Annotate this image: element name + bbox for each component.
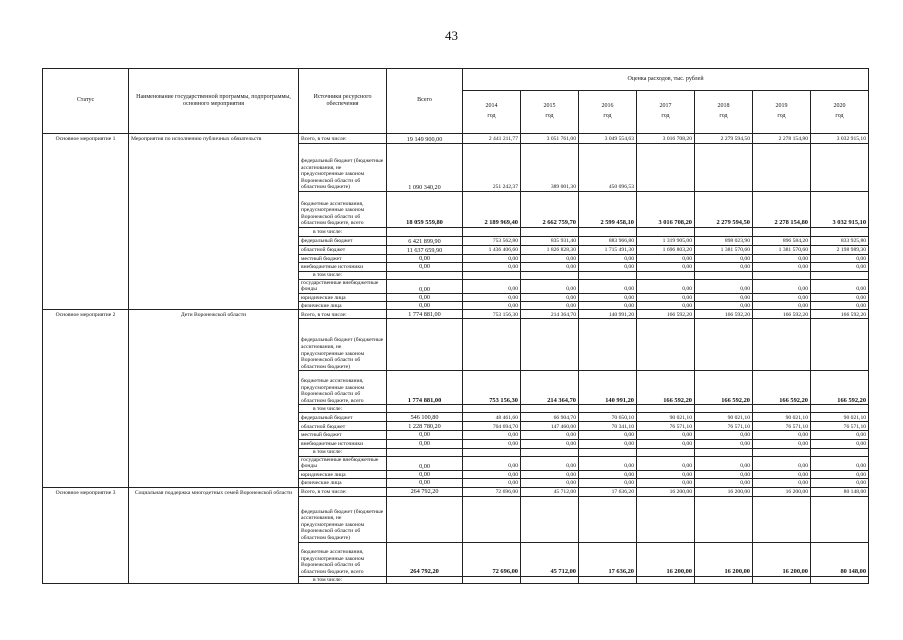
header-source: Источники ресурсного обеспечения <box>299 69 387 134</box>
year-value-cell <box>637 576 695 584</box>
year-value-cell: 2 599 458,10 <box>579 192 637 228</box>
total-cell <box>387 496 463 542</box>
year-value-cell <box>463 496 521 542</box>
table-row <box>43 134 869 144</box>
year-value-cell: 48 461,60 <box>463 413 521 422</box>
total-cell: 1 090 340,20 <box>387 144 463 192</box>
year-value-cell: 753 156,30 <box>463 310 521 319</box>
year-value-cell: 0,00 <box>579 255 637 263</box>
year-value-cell <box>463 448 521 456</box>
year-value-cell: 0,00 <box>695 255 753 263</box>
total-cell <box>387 448 463 456</box>
total-cell: 0,00 <box>387 302 463 310</box>
status-cell: Основное мероприятие 1 <box>43 134 129 310</box>
year-value-cell: 166 592,20 <box>695 310 753 319</box>
year-value-cell: 80 148,00 <box>811 487 869 496</box>
year-value-cell <box>463 319 521 371</box>
year-value: 2020 <box>833 103 846 110</box>
year-value-cell <box>637 405 695 413</box>
year-value-cell: 0,00 <box>637 470 695 478</box>
year-value-cell: 0,00 <box>521 479 579 487</box>
source-cell: федеральный бюджет (бюджетные ассигнования, не предусмотренные законом Воронежской области об областном бюджете) <box>299 496 387 542</box>
year-value-cell: 0,00 <box>695 293 753 301</box>
total-cell: 0,00 <box>387 470 463 478</box>
year-value-cell <box>753 448 811 456</box>
year-value-cell: 0,00 <box>463 302 521 310</box>
year-value-cell: 0,00 <box>579 293 637 301</box>
year-value-cell <box>811 144 869 192</box>
year-value-cell <box>521 228 579 237</box>
year-value-cell: 166 592,20 <box>811 371 869 405</box>
total-cell: 0,00 <box>387 439 463 448</box>
year-value-cell: 80 148,00 <box>811 542 869 576</box>
year-value-cell: 1 381 570,60 <box>695 246 753 255</box>
year-value-cell: 0,00 <box>579 439 637 448</box>
year-value-cell: 0,00 <box>811 479 869 487</box>
header-year-2016 <box>579 91 637 134</box>
year-value-cell: 0,00 <box>637 431 695 439</box>
total-cell: 0,00 <box>387 293 463 301</box>
total-cell: 0,00 <box>387 456 463 470</box>
year-value-cell: 0,00 <box>637 263 695 271</box>
year-value-cell: 0,00 <box>637 456 695 470</box>
year-value: 2018 <box>717 103 730 110</box>
total-cell: 0,00 <box>387 279 463 293</box>
year-value-cell: 0,00 <box>753 479 811 487</box>
year-value-cell: 0,00 <box>521 470 579 478</box>
year-value-cell <box>811 405 869 413</box>
year-value-cell <box>637 496 695 542</box>
source-cell: федеральный бюджет (бюджетные ассигнования, не предусмотренные законом Воронежской области об областном бюджете) <box>299 319 387 371</box>
year-value-cell: 1 715 491,30 <box>579 246 637 255</box>
source-cell: в том числе: <box>299 405 387 413</box>
source-cell: областной бюджет <box>299 422 387 431</box>
page-number: 43 <box>445 28 458 43</box>
source-cell: юридические лица <box>299 470 387 478</box>
year-value-cell: 0,00 <box>463 439 521 448</box>
year-value-cell: 90 021,10 <box>753 413 811 422</box>
year-value-cell <box>811 271 869 279</box>
year-value-cell: 0,00 <box>579 456 637 470</box>
header-total: Всего <box>387 69 463 134</box>
source-cell: бюджетные ассигнования, предусмотренные законом Воронежской области об областном бюджете, всего <box>299 542 387 576</box>
total-cell <box>387 319 463 371</box>
header-year-2019 <box>753 91 811 134</box>
year-value-cell: 72 696,00 <box>463 542 521 576</box>
year-value-cell <box>463 405 521 413</box>
year-value-cell: 2 278 154,80 <box>753 192 811 228</box>
total-cell: 11 637 659,90 <box>387 246 463 255</box>
year-value-cell: 0,00 <box>463 263 521 271</box>
year-value-cell: 2 441 211,77 <box>463 134 521 144</box>
year-value-cell <box>579 576 637 584</box>
year-value-cell: 0,00 <box>811 255 869 263</box>
year-value-cell: 0,00 <box>695 439 753 448</box>
year-word: год <box>487 113 496 119</box>
year-value-cell: 833 925,80 <box>811 237 869 246</box>
year-value-cell <box>811 496 869 542</box>
table-row <box>43 310 869 319</box>
total-cell: 264 792,20 <box>387 487 463 496</box>
year-value-cell <box>753 319 811 371</box>
year-value-cell: 70 341,10 <box>579 422 637 431</box>
source-cell: Всего, в том числе: <box>299 134 387 144</box>
year-value-cell: 0,00 <box>579 302 637 310</box>
total-cell: 1 774 881,00 <box>387 310 463 319</box>
year-value-cell <box>811 228 869 237</box>
year-value-cell <box>637 448 695 456</box>
source-cell: внебюджетные источники <box>299 439 387 448</box>
year-value-cell: 898 023,90 <box>695 237 753 246</box>
year-value-cell: 3 016 708,20 <box>637 134 695 144</box>
source-cell: федеральный бюджет <box>299 413 387 422</box>
year-value-cell: 147 460,00 <box>521 422 579 431</box>
year-value-cell: 0,00 <box>463 456 521 470</box>
year-value-cell: 3 032 915,10 <box>811 134 869 144</box>
source-cell: в том числе: <box>299 448 387 456</box>
year-value-cell: 90 021,10 <box>637 413 695 422</box>
source-cell: в том числе: <box>299 228 387 237</box>
year-value-cell: 0,00 <box>695 279 753 293</box>
year-value-cell: 835 931,40 <box>521 237 579 246</box>
year-value-cell <box>521 496 579 542</box>
total-cell: 19 149 900,00 <box>387 134 463 144</box>
year-value-cell <box>637 319 695 371</box>
year-value-cell: 0,00 <box>579 279 637 293</box>
year-value-cell: 17 636,20 <box>579 487 637 496</box>
year-value-cell: 0,00 <box>811 302 869 310</box>
year-value-cell: 753 156,30 <box>463 371 521 405</box>
year-value-cell: 1 319 905,00 <box>637 237 695 246</box>
source-cell: Всего, в том числе: <box>299 487 387 496</box>
year-value-cell <box>753 496 811 542</box>
year-value-cell <box>463 271 521 279</box>
year-value-cell: 0,00 <box>695 479 753 487</box>
source-cell: государственные внебюджетные фонды <box>299 456 387 470</box>
year-value-cell: 0,00 <box>811 470 869 478</box>
year-value-cell: 0,00 <box>695 470 753 478</box>
year-value-cell: 704 694,70 <box>463 422 521 431</box>
year-value-cell <box>811 448 869 456</box>
year-value-cell: 166 592,20 <box>637 310 695 319</box>
source-cell: в том числе: <box>299 576 387 584</box>
source-cell: бюджетные ассигнования, предусмотренные законом Воронежской области об областном бюджете, всего <box>299 192 387 228</box>
year-value-cell: 166 592,20 <box>695 371 753 405</box>
table-row <box>43 487 869 496</box>
year-value-cell: 0,00 <box>521 439 579 448</box>
year-value-cell: 450 096,53 <box>579 144 637 192</box>
year-value-cell: 0,00 <box>579 470 637 478</box>
total-cell: 0,00 <box>387 255 463 263</box>
year-value-cell: 70 650,10 <box>579 413 637 422</box>
year-value-cell: 1 826 828,30 <box>521 246 579 255</box>
year-value-cell: 16 200,00 <box>637 542 695 576</box>
header-status: Статус <box>43 69 129 134</box>
year-value-cell <box>811 319 869 371</box>
year-value-cell: 0,00 <box>463 470 521 478</box>
source-cell: федеральный бюджет <box>299 237 387 246</box>
year-value-cell: 0,00 <box>753 456 811 470</box>
total-cell: 6 421 899,90 <box>387 237 463 246</box>
total-cell: 546 100,80 <box>387 413 463 422</box>
source-cell: физические лица <box>299 302 387 310</box>
total-cell <box>387 228 463 237</box>
year-value-cell: 0,00 <box>463 255 521 263</box>
total-cell: 0,00 <box>387 263 463 271</box>
year-word: год <box>777 113 786 119</box>
year-value-cell <box>521 271 579 279</box>
year-word: год <box>603 113 612 119</box>
year-value-cell: 2 189 969,40 <box>463 192 521 228</box>
header-year-2018 <box>695 91 753 134</box>
year-value-cell <box>811 576 869 584</box>
year-value-cell: 3 032 915,10 <box>811 192 869 228</box>
year-value-cell: 166 592,20 <box>753 371 811 405</box>
total-cell <box>387 576 463 584</box>
year-value-cell: 166 592,20 <box>811 310 869 319</box>
total-cell: 264 792,20 <box>387 542 463 576</box>
year-value-cell: 90 021,10 <box>695 413 753 422</box>
year-value-cell: 2 662 759,70 <box>521 192 579 228</box>
year-value-cell <box>637 271 695 279</box>
year-value-cell <box>579 448 637 456</box>
year-value-cell <box>753 228 811 237</box>
year-value-cell: 0,00 <box>811 431 869 439</box>
year-value-cell <box>695 448 753 456</box>
year-value-cell: 0,00 <box>521 456 579 470</box>
year-value-cell: 16 200,00 <box>695 542 753 576</box>
year-value-cell <box>521 576 579 584</box>
year-value-cell <box>695 144 753 192</box>
year-value-cell: 166 592,20 <box>753 310 811 319</box>
year-value-cell <box>695 228 753 237</box>
total-cell <box>387 271 463 279</box>
year-value-cell: 1 696 803,20 <box>637 246 695 255</box>
year-value-cell: 3 051 761,00 <box>521 134 579 144</box>
year-value: 2017 <box>659 103 672 110</box>
program-name-cell: Мероприятия по исполнению публичных обязательств <box>129 134 299 310</box>
year-value-cell <box>579 405 637 413</box>
year-value-cell <box>521 319 579 371</box>
source-cell: государственные внебюджетные фонды <box>299 279 387 293</box>
year-value-cell <box>579 319 637 371</box>
program-name-cell: Дети Воронежской области <box>129 310 299 487</box>
total-cell: 0,00 <box>387 431 463 439</box>
year-value-cell <box>695 271 753 279</box>
year-value-cell: 0,00 <box>463 431 521 439</box>
year-value-cell: 166 592,20 <box>637 371 695 405</box>
year-value-cell: 0,00 <box>695 431 753 439</box>
status-cell: Основное мероприятие 2 <box>43 310 129 487</box>
year-value-cell: 2 278 154,80 <box>753 134 811 144</box>
year-value-cell: 16 200,00 <box>637 487 695 496</box>
source-cell: федеральный бюджет (бюджетные ассигнования, не предусмотренные законом Воронежской области об областном бюджете) <box>299 144 387 192</box>
year-value-cell: 0,00 <box>579 431 637 439</box>
year-word: год <box>835 113 844 119</box>
year-value-cell: 0,00 <box>637 479 695 487</box>
year-value-cell <box>463 576 521 584</box>
year-value-cell: 0,00 <box>753 293 811 301</box>
year-value-cell: 76 571,10 <box>637 422 695 431</box>
source-cell: физические лица <box>299 479 387 487</box>
year-value-cell <box>695 405 753 413</box>
year-value-cell: 0,00 <box>637 439 695 448</box>
year-value-cell <box>753 576 811 584</box>
year-value-cell: 0,00 <box>521 431 579 439</box>
header-year-2020 <box>811 91 869 134</box>
year-word: год <box>545 113 554 119</box>
year-value-cell: 1 381 570,60 <box>753 246 811 255</box>
year-value-cell: 45 712,00 <box>521 542 579 576</box>
year-value-cell: 0,00 <box>811 263 869 271</box>
year-value-cell: 0,00 <box>463 479 521 487</box>
year-value-cell: 896 584,20 <box>753 237 811 246</box>
year-value-cell: 753 562,80 <box>463 237 521 246</box>
year-value: 2014 <box>485 103 498 110</box>
year-value-cell: 0,00 <box>579 479 637 487</box>
year-value-cell <box>579 496 637 542</box>
year-value-cell: 0,00 <box>753 439 811 448</box>
year-value-cell: 0,00 <box>753 431 811 439</box>
year-value-cell: 0,00 <box>521 302 579 310</box>
year-value-cell: 0,00 <box>637 302 695 310</box>
year-value-cell <box>637 144 695 192</box>
year-value-cell <box>521 448 579 456</box>
year-value-cell: 0,00 <box>521 293 579 301</box>
year-value-cell: 2 279 594,50 <box>695 192 753 228</box>
year-value-cell: 76 571,10 <box>753 422 811 431</box>
year-value-cell: 17 636,20 <box>579 542 637 576</box>
year-value-cell: 140 991,20 <box>579 371 637 405</box>
year-value-cell: 0,00 <box>637 293 695 301</box>
total-cell: 18 059 559,80 <box>387 192 463 228</box>
year-value-cell <box>753 144 811 192</box>
year-value-cell: 2 279 594,50 <box>695 134 753 144</box>
year-value-cell: 0,00 <box>753 255 811 263</box>
year-value-cell <box>695 496 753 542</box>
year-value-cell: 0,00 <box>753 279 811 293</box>
year-value-cell: 76 571,10 <box>695 422 753 431</box>
year-value-cell: 3 016 708,20 <box>637 192 695 228</box>
source-cell: областной бюджет <box>299 246 387 255</box>
year-value-cell: 214 364,70 <box>521 310 579 319</box>
year-value-cell <box>579 271 637 279</box>
year-value-cell: 0,00 <box>637 279 695 293</box>
year-value-cell: 0,00 <box>753 302 811 310</box>
status-cell: Основное мероприятие 3 <box>43 487 129 584</box>
year-value-cell: 0,00 <box>811 293 869 301</box>
year-value-cell: 1 436 406,60 <box>463 246 521 255</box>
year-value-cell: 45 712,00 <box>521 487 579 496</box>
header-year-2014 <box>463 91 521 134</box>
year-value-cell: 0,00 <box>753 470 811 478</box>
header-year-2017 <box>637 91 695 134</box>
year-value-cell <box>695 576 753 584</box>
year-value-cell: 0,00 <box>463 279 521 293</box>
year-value-cell: 0,00 <box>695 302 753 310</box>
year-value-cell: 214 364,70 <box>521 371 579 405</box>
year-value-cell: 90 021,10 <box>811 413 869 422</box>
year-value-cell: 66 904,70 <box>521 413 579 422</box>
year-value-cell: 2 198 989,30 <box>811 246 869 255</box>
year-value-cell: 0,00 <box>811 439 869 448</box>
year-value-cell <box>695 319 753 371</box>
year-value-cell <box>579 228 637 237</box>
year-value-cell: 0,00 <box>695 456 753 470</box>
total-cell: 0,00 <box>387 479 463 487</box>
year-value-cell: 0,00 <box>579 263 637 271</box>
year-value: 2016 <box>601 103 614 110</box>
year-value-cell: 16 200,00 <box>753 542 811 576</box>
year-value-cell: 76 571,10 <box>811 422 869 431</box>
year-value-cell: 0,00 <box>463 293 521 301</box>
source-cell: бюджетные ассигнования, предусмотренные законом Воронежской области об областном бюджете, всего <box>299 371 387 405</box>
year-value-cell: 16 200,00 <box>695 487 753 496</box>
source-cell: местный бюджет <box>299 431 387 439</box>
year-value-cell <box>753 405 811 413</box>
year-value-cell: 0,00 <box>753 263 811 271</box>
year-value-cell: 0,00 <box>811 456 869 470</box>
total-cell: 1 774 881,00 <box>387 371 463 405</box>
source-cell: в том числе: <box>299 271 387 279</box>
program-name-cell: Социальная поддержка многодетных семей Воронежской области <box>129 487 299 584</box>
year-value-cell: 140 991,20 <box>579 310 637 319</box>
year-value-cell: 251 242,37 <box>463 144 521 192</box>
year-value: 2015 <box>543 103 556 110</box>
year-value-cell: 0,00 <box>637 255 695 263</box>
header-name: Наименование государственной программы, подпрограммы, основного мероприятия <box>129 69 299 134</box>
year-value-cell: 0,00 <box>521 255 579 263</box>
total-cell: 1 228 780,20 <box>387 422 463 431</box>
header-estimate: Оценка расходов, тыс. рублей <box>463 69 869 91</box>
year-value-cell: 883 966,80 <box>579 237 637 246</box>
year-value-cell <box>463 228 521 237</box>
year-value-cell: 72 696,00 <box>463 487 521 496</box>
year-value: 2019 <box>775 103 788 110</box>
source-cell: Всего, в том числе: <box>299 310 387 319</box>
year-value-cell: 0,00 <box>521 263 579 271</box>
year-value-cell: 389 001,30 <box>521 144 579 192</box>
source-cell: местный бюджет <box>299 255 387 263</box>
year-word: год <box>719 113 728 119</box>
source-cell: юридические лица <box>299 293 387 301</box>
year-value-cell: 16 200,00 <box>753 487 811 496</box>
source-cell: внебюджетные источники <box>299 263 387 271</box>
year-value-cell: 0,00 <box>521 279 579 293</box>
total-cell <box>387 405 463 413</box>
header-year-2015 <box>521 91 579 134</box>
year-value-cell: 0,00 <box>811 279 869 293</box>
year-value-cell <box>637 228 695 237</box>
year-value-cell: 0,00 <box>695 263 753 271</box>
year-value-cell <box>753 271 811 279</box>
year-value-cell <box>521 405 579 413</box>
budget-table <box>42 68 869 584</box>
year-value-cell: 3 049 554,63 <box>579 134 637 144</box>
year-word: год <box>661 113 670 119</box>
